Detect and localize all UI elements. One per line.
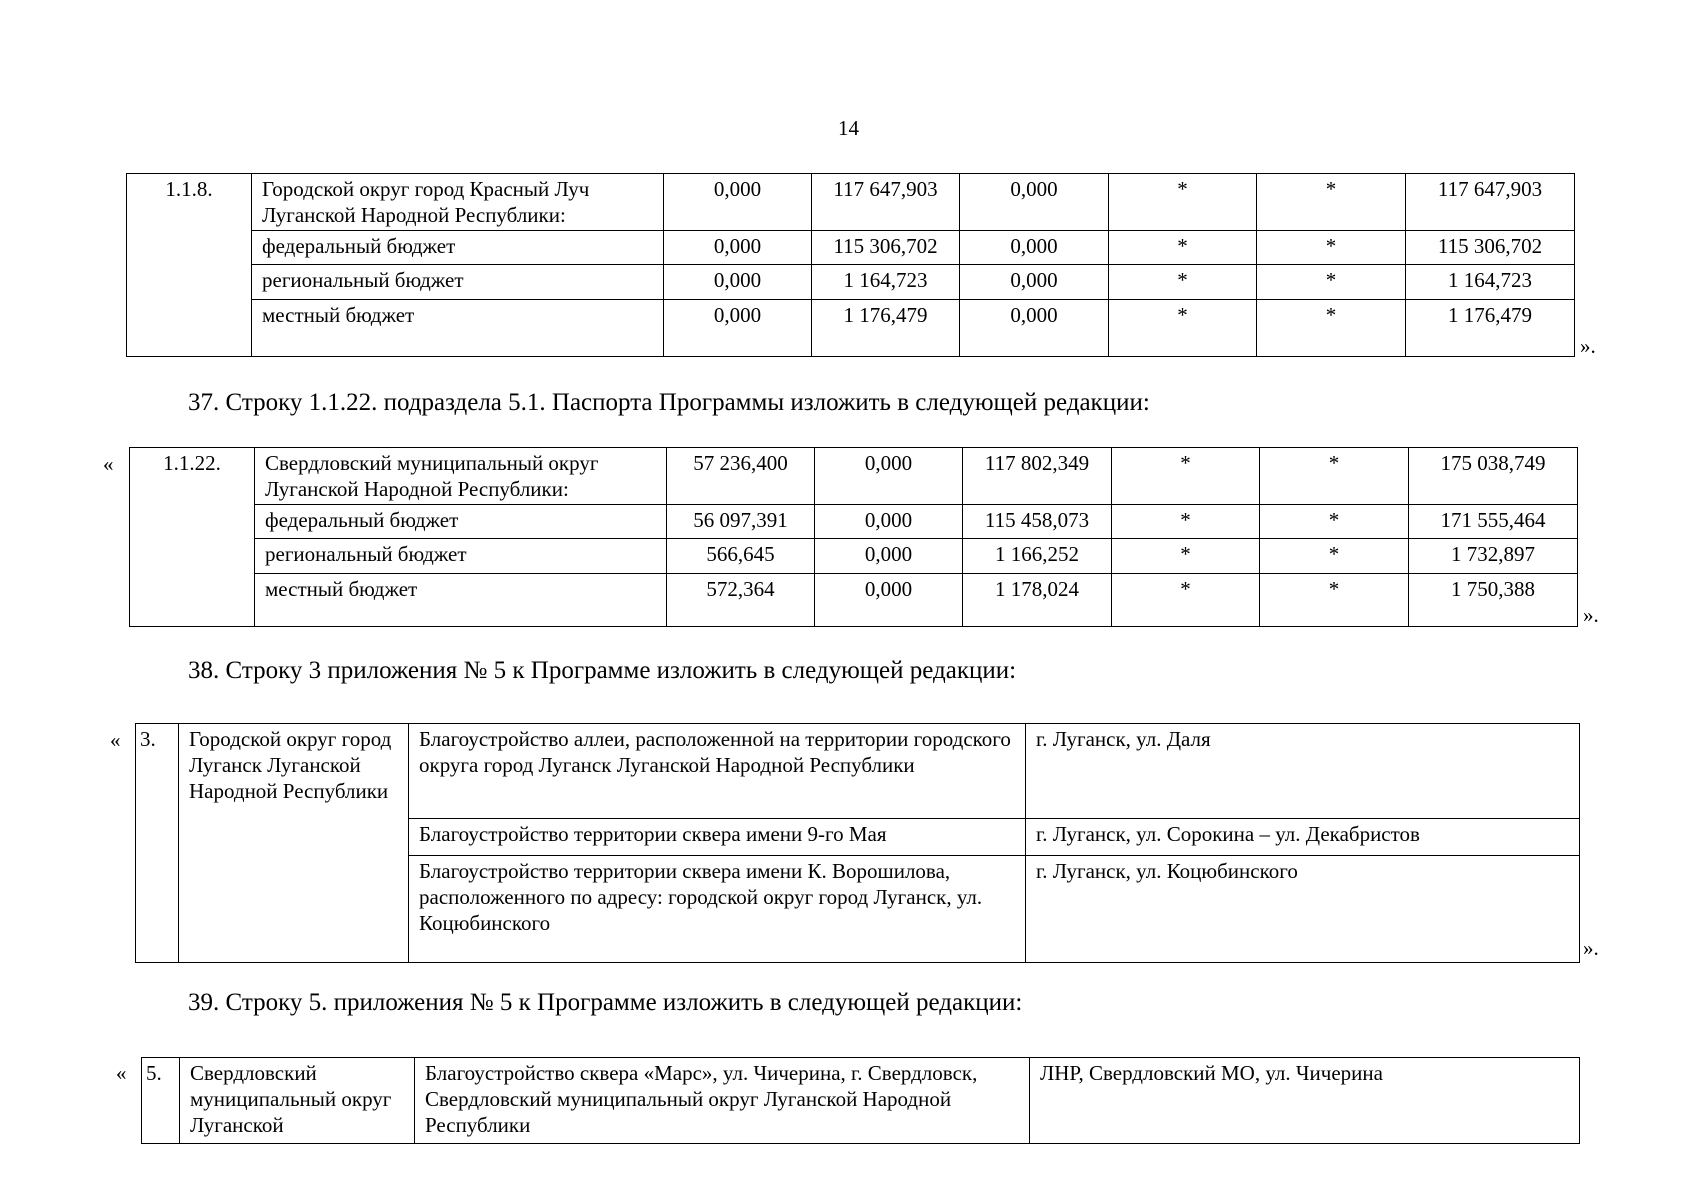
row-name: местный бюджет (255, 574, 667, 627)
value-cell: 1 178,024 (963, 574, 1112, 627)
value-cell: 0,000 (664, 231, 812, 265)
object-name: Благоустройство аллеи, расположенной на территории городского округа город Луганск Луганской Народной Республики (409, 724, 1026, 819)
row-number: 3. (136, 724, 179, 963)
table-row (130, 574, 1578, 627)
value-cell: 1 164,723 (1406, 265, 1575, 300)
value-cell: 0,000 (960, 265, 1109, 300)
district-name: Свердловский муниципальный округ Луганской (180, 1058, 415, 1144)
open-quote: « (110, 728, 121, 752)
value-cell: 0,000 (960, 300, 1109, 357)
value-cell: * (1112, 539, 1260, 574)
value-cell: 1 166,252 (963, 539, 1112, 574)
value-cell: 0,000 (815, 448, 963, 505)
row-name: федеральный бюджет (255, 505, 667, 539)
value-cell: 0,000 (815, 505, 963, 539)
table-row (127, 231, 1575, 265)
table-row (142, 1058, 1580, 1144)
value-cell: 1 176,479 (1406, 300, 1575, 357)
object-table-row-5 (141, 1057, 1580, 1144)
paragraph-37: 37. Строку 1.1.22. подраздела 5.1. Паспорта Программы изложить в следующей редакции: (188, 389, 1150, 416)
value-cell: 0,000 (960, 231, 1109, 265)
object-address: г. Луганск, ул. Коцюбинского (1026, 856, 1580, 963)
row-name: Городской округ город Красный Луч Луганской Народной Республики: (252, 174, 664, 231)
value-cell: * (1112, 448, 1260, 505)
value-cell: 0,000 (815, 574, 963, 627)
value-cell: * (1260, 574, 1409, 627)
value-cell: 115 458,073 (963, 505, 1112, 539)
close-quote: ». (1580, 334, 1596, 358)
value-cell: * (1112, 574, 1260, 627)
value-cell: 1 750,388 (1409, 574, 1578, 627)
object-name: Благоустройство территории сквера имени К. Ворошилова, расположенного по адресу: городской округ город Луганск, ул. Коцюбинского (409, 856, 1026, 963)
value-cell: * (1257, 231, 1406, 265)
object-name: Благоустройство территории сквера имени 9-го Мая (409, 819, 1026, 856)
value-cell: 117 647,903 (1406, 174, 1575, 231)
table-row (130, 448, 1578, 505)
value-cell: * (1109, 300, 1257, 357)
value-cell: * (1257, 300, 1406, 357)
value-cell: * (1260, 448, 1409, 505)
value-cell: * (1109, 231, 1257, 265)
value-cell: 175 038,749 (1409, 448, 1578, 505)
value-cell: 56 097,391 (667, 505, 815, 539)
value-cell: 1 176,479 (812, 300, 960, 357)
row-code: 1.1.8. (127, 174, 252, 357)
value-cell: * (1109, 174, 1257, 231)
table-row (127, 300, 1575, 357)
object-address: г. Луганск, ул. Сорокина – ул. Декабристов (1026, 819, 1580, 856)
close-quote: ». (1583, 936, 1599, 960)
paragraph-39: 39. Строку 5. приложения № 5 к Программе изложить в следующей редакции: (188, 989, 1023, 1016)
value-cell: 0,000 (664, 174, 812, 231)
value-cell: 0,000 (664, 300, 812, 357)
object-address: г. Луганск, ул. Даля (1026, 724, 1580, 819)
value-cell: 1 164,723 (812, 265, 960, 300)
value-cell: 171 555,464 (1409, 505, 1578, 539)
open-quote: « (103, 452, 114, 476)
object-address: ЛНР, Свердловский МО, ул. Чичерина (1030, 1058, 1580, 1144)
value-cell: * (1257, 174, 1406, 231)
paragraph-38: 38. Строку 3 приложения № 5 к Программе изложить в следующей редакции: (188, 657, 1017, 684)
value-cell: 117 647,903 (812, 174, 960, 231)
open-quote: « (116, 1061, 127, 1085)
value-cell: * (1260, 539, 1409, 574)
table-row (130, 505, 1578, 539)
table-row (130, 539, 1578, 574)
value-cell: 572,364 (667, 574, 815, 627)
table-row (136, 724, 1580, 819)
value-cell: 57 236,400 (667, 448, 815, 505)
value-cell: * (1109, 265, 1257, 300)
page-number: 14 (838, 116, 859, 140)
row-name: региональный бюджет (252, 265, 664, 300)
value-cell: 566,645 (667, 539, 815, 574)
district-name: Городской округ город Луганск Луганской Народной Республики (179, 724, 409, 963)
table-row (127, 174, 1575, 231)
row-code: 1.1.22. (130, 448, 255, 627)
budget-table-1-1-8 (126, 173, 1575, 357)
value-cell: 115 306,702 (812, 231, 960, 265)
close-quote: ». (1583, 603, 1599, 627)
row-name: местный бюджет (252, 300, 664, 357)
value-cell: * (1260, 505, 1409, 539)
value-cell: * (1257, 265, 1406, 300)
table-row (127, 265, 1575, 300)
row-name: региональный бюджет (255, 539, 667, 574)
value-cell: 117 802,349 (963, 448, 1112, 505)
value-cell: * (1112, 505, 1260, 539)
row-number: 5. (142, 1058, 180, 1144)
row-name: Свердловский муниципальный округ Луганской Народной Республики: (255, 448, 667, 505)
object-name: Благоустройство сквера «Марс», ул. Чичерина, г. Свердловск, Свердловский муниципальный округ Луганской Народной Республики (415, 1058, 1030, 1144)
budget-table-1-1-22 (129, 447, 1578, 627)
value-cell: 0,000 (815, 539, 963, 574)
value-cell: 1 732,897 (1409, 539, 1578, 574)
object-table-row-3 (135, 723, 1580, 963)
value-cell: 0,000 (960, 174, 1109, 231)
value-cell: 115 306,702 (1406, 231, 1575, 265)
value-cell: 0,000 (664, 265, 812, 300)
row-name: федеральный бюджет (252, 231, 664, 265)
